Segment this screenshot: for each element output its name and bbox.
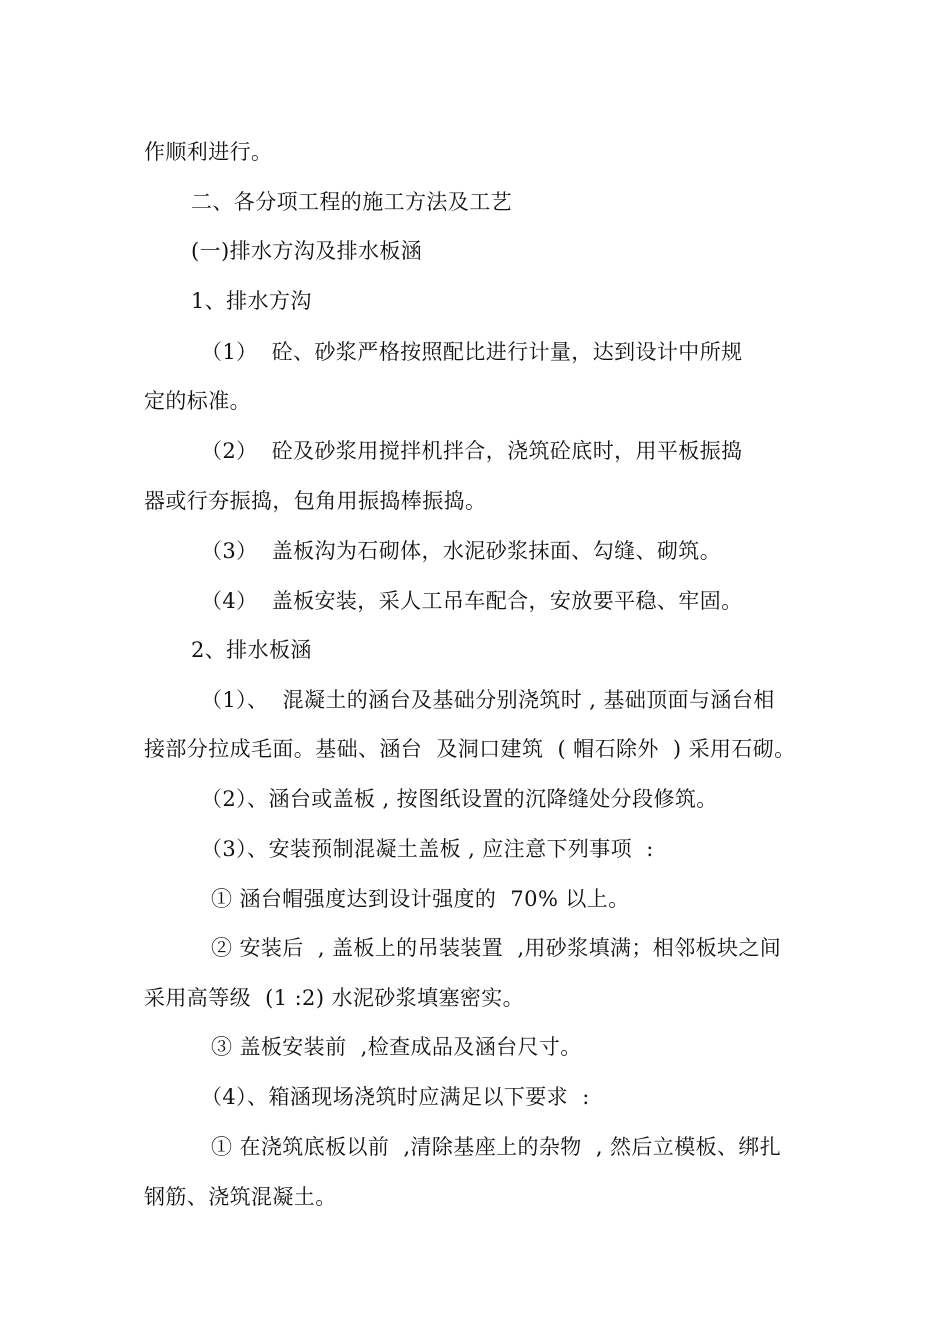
paragraph-line: （4） 盖板安装，采人工吊车配合，安放要平稳、牢固。 — [201, 589, 743, 613]
section-heading: 二、各分项工程的施工方法及工艺 — [191, 190, 512, 214]
paragraph-line: 采用高等级 (1 :2) 水泥砂浆填塞密实。 — [144, 986, 525, 1010]
paragraph-line: （2） 砼及砂浆用搅拌机拌合，浇筑砼底时，用平板振捣 — [201, 439, 743, 463]
paragraph-line: 作顺利进行。 — [144, 140, 273, 164]
paragraph-line: （3） 盖板沟为石砌体，水泥砂浆抹面、勾缝、砌筑。 — [201, 539, 722, 563]
paragraph-line: 定的标准。 — [144, 389, 251, 413]
list-item: ① 在浇筑底板以前 ,清除基座上的杂物 , 然后立模板、绑扎 — [211, 1135, 782, 1159]
paragraph-line: （1） 砼、砂浆严格按照配比进行计量，达到设计中所规 — [201, 340, 743, 364]
paragraph-line: （3）、安装预制混凝土盖板 , 应注意下列事项 : — [201, 837, 654, 861]
item-heading: 1、排水方沟 — [191, 289, 312, 313]
list-item: ③ 盖板安装前 ,检查成品及涵台尺寸。 — [211, 1035, 582, 1059]
subsection-heading: (一)排水方沟及排水板涵 — [191, 239, 423, 263]
list-item: ② 安装后 , 盖板上的吊装装置 ,用砂浆填满；相邻板块之间 — [211, 936, 782, 960]
paragraph-line: 接部分拉成毛面。基础、涵台 及洞口建筑 ( 帽石除外 ) 采用石砌。 — [144, 737, 796, 761]
paragraph-line: 器或行夯振捣，包角用振捣棒振捣。 — [144, 489, 487, 513]
paragraph-line: （2）、涵台或盖板 , 按图纸设置的沉降缝处分段修筑。 — [201, 787, 718, 811]
list-item: ① 涵台帽强度达到设计强度的 70% 以上。 — [211, 887, 630, 911]
paragraph-line: （1）、 混凝土的涵台及基础分别浇筑时 , 基础顶面与涵台相 — [201, 688, 775, 712]
paragraph-line: 钢筋、浇筑混凝土。 — [144, 1185, 337, 1209]
paragraph-line: （4）、箱涵现场浇筑时应满足以下要求 : — [201, 1085, 590, 1109]
item-heading: 2、排水板涵 — [191, 638, 312, 662]
